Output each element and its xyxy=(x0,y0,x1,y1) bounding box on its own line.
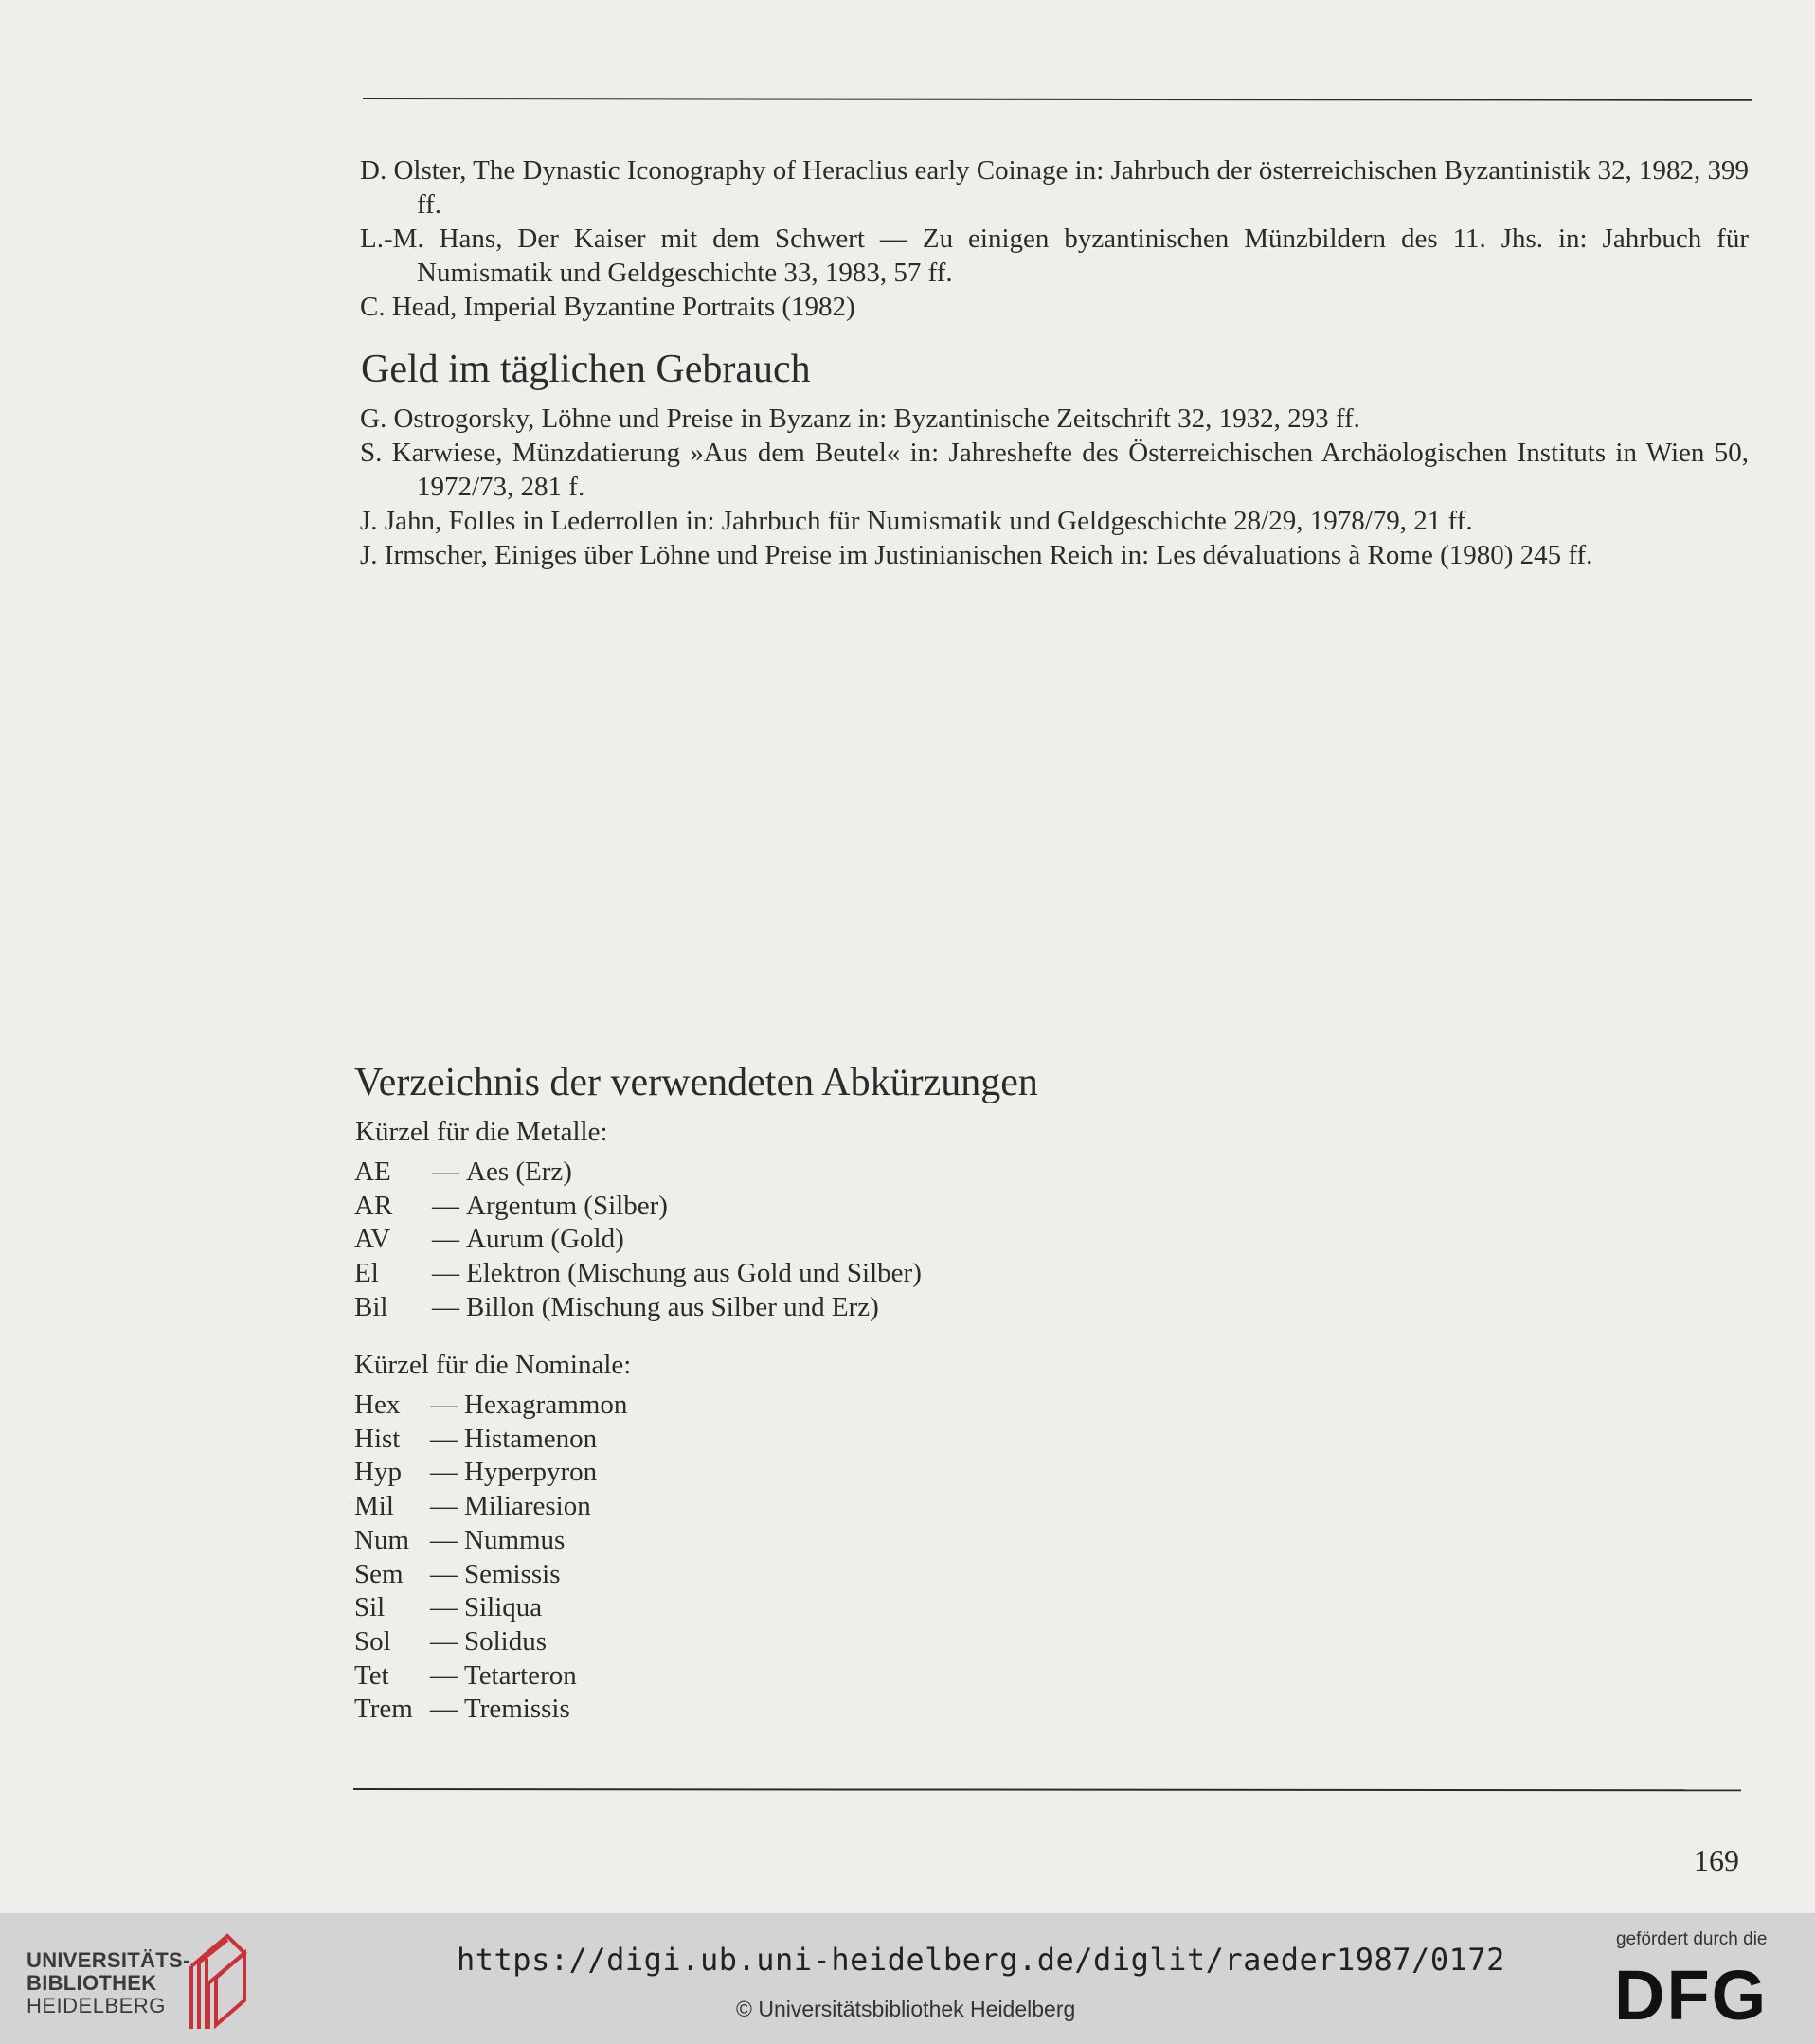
dfg-logo[interactable]: DFG xyxy=(1614,1956,1769,2035)
logo-line: UNIVERSITÄTS- xyxy=(27,1948,190,1972)
abbreviation-meaning: Hexagrammon xyxy=(464,1390,628,1420)
abbreviation-code: Hist xyxy=(354,1423,401,1454)
abbreviation-code: Sem xyxy=(354,1558,404,1589)
top-rule xyxy=(363,98,1752,101)
abbreviation-dash: — xyxy=(430,1390,458,1420)
abbreviation-row xyxy=(354,1524,627,1558)
abbreviation-code: AV xyxy=(354,1224,391,1255)
abbreviation-dash: — xyxy=(432,1190,459,1221)
abbreviation-dash: — xyxy=(430,1694,458,1725)
permalink-url[interactable]: https://digi.ub.uni-heidelberg.de/diglit/raeder1987/0172 xyxy=(457,1942,1505,1978)
university-library-logo[interactable] xyxy=(27,1949,190,2017)
abbreviation-code: Trem xyxy=(354,1694,413,1725)
library-emblem-icon xyxy=(186,1930,252,2039)
abbreviation-dash: — xyxy=(430,1457,458,1488)
abbreviation-code: Sol xyxy=(354,1625,391,1657)
abbreviation-row xyxy=(354,1625,627,1659)
abbreviation-row xyxy=(354,1223,922,1257)
abbreviation-row xyxy=(354,1558,627,1592)
reference-list-geld xyxy=(360,402,1749,572)
abbreviation-code: Sil xyxy=(354,1592,386,1623)
nominals-label: Kürzel für die Nominale: xyxy=(354,1350,632,1380)
abbreviation-dash: — xyxy=(430,1592,458,1623)
abbreviation-meaning: Histamenon xyxy=(464,1423,598,1454)
abbreviation-row xyxy=(354,1257,922,1291)
abbreviation-code: El xyxy=(354,1258,379,1289)
abbreviation-meaning: Miliaresion xyxy=(464,1491,591,1522)
abbreviation-dash: — xyxy=(430,1491,458,1522)
metals-label: Kürzel für die Metalle: xyxy=(355,1117,608,1147)
reference-entry: J. Irmscher, Einiges über Löhne und Preise im Justinianischen Reich in: Les dévaluations à Rome (1980) 245 ff. xyxy=(360,540,1593,570)
logo-line: BIBLIOTHEK xyxy=(27,1971,157,1995)
abbreviation-meaning: Argentum (Silber) xyxy=(466,1190,668,1221)
reference-entry: S. Karwiese, Münzdatierung »Aus dem Beutel« in: Jahreshefte des Österreichischen Archäologischen Instituts in Wien 50, 1972/73, 281 f. xyxy=(360,438,1749,502)
abbreviation-meaning: Aes (Erz) xyxy=(466,1156,572,1187)
abbreviation-meaning: Semissis xyxy=(464,1558,561,1589)
abbreviation-meaning: Tetarteron xyxy=(464,1659,577,1691)
abbreviation-row xyxy=(354,1693,627,1727)
page-number: 169 xyxy=(1694,1843,1739,1877)
abbreviation-meaning: Aurum (Gold) xyxy=(466,1224,624,1255)
abbreviation-code: AR xyxy=(354,1190,393,1221)
abbreviation-meaning: Tremissis xyxy=(464,1694,570,1725)
abbreviation-row xyxy=(354,1456,627,1490)
abbreviation-dash: — xyxy=(432,1224,459,1255)
reference-entry: C. Head, Imperial Byzantine Portraits (1982) xyxy=(360,292,855,322)
copyright-notice: © Universitätsbibliothek Heidelberg xyxy=(736,1997,1076,2021)
abbreviation-row xyxy=(354,1190,922,1224)
abbreviation-code: AE xyxy=(354,1156,391,1187)
section-heading-abbreviations: Verzeichnis der verwendeten Abkürzungen xyxy=(354,1061,1038,1104)
abbreviation-dash: — xyxy=(430,1524,458,1555)
reference-entry: J. Jahn, Folles in Lederrollen in: Jahrbuch für Numismatik und Geldgeschichte 28/29, 1978/79, 21 ff. xyxy=(360,506,1473,536)
abbreviation-row xyxy=(354,1659,627,1694)
abbreviation-dash: — xyxy=(430,1625,458,1657)
reference-entry: G. Ostrogorsky, Löhne und Preise in Byzanz in: Byzantinische Zeitschrift 32, 1932, 293 ff. xyxy=(360,403,1360,434)
abbreviation-code: Mil xyxy=(354,1491,394,1522)
abbreviation-row xyxy=(354,1490,627,1524)
abbreviation-code: Hyp xyxy=(354,1457,402,1488)
abbreviation-row xyxy=(354,1291,922,1325)
abbreviation-code: Tet xyxy=(354,1659,389,1691)
abbreviation-dash: — xyxy=(430,1659,458,1691)
section-heading-geld: Geld im täglichen Gebrauch xyxy=(361,348,811,391)
nominals-abbreviation-list xyxy=(354,1389,627,1727)
reference-list-dynastic xyxy=(360,153,1749,324)
abbreviation-meaning: Hyperpyron xyxy=(464,1457,598,1488)
abbreviation-code: Bil xyxy=(354,1291,388,1322)
abbreviation-dash: — xyxy=(430,1423,458,1454)
abbreviation-meaning: Elektron (Mischung aus Gold und Silber) xyxy=(466,1258,922,1289)
abbreviation-meaning: Billon (Mischung aus Silber und Erz) xyxy=(466,1291,879,1322)
reference-entry: D. Olster, The Dynastic Iconography of Heraclius early Coinage in: Jahrbuch der österreichischen Byzantinistik 32, 1982, 399 ff. xyxy=(360,155,1749,220)
abbreviation-dash: — xyxy=(432,1258,459,1289)
abbreviation-row xyxy=(354,1423,627,1457)
abbreviation-code: Num xyxy=(354,1524,409,1555)
logo-line: HEIDELBERG xyxy=(27,1994,166,2017)
viewer-footer xyxy=(0,1913,1815,2044)
reference-entry: L.-M. Hans, Der Kaiser mit dem Schwert — Zu einigen byzantinischen Münzbildern des 11. Jhs. in: Jahrbuch für Numismatik und Geldgeschichte 33, 1983, 57 ff. xyxy=(360,224,1749,288)
abbreviation-dash: — xyxy=(432,1291,459,1322)
abbreviation-meaning: Siliqua xyxy=(464,1592,543,1623)
bottom-rule xyxy=(353,1788,1741,1791)
abbreviation-dash: — xyxy=(432,1156,459,1187)
abbreviation-row xyxy=(354,1591,627,1625)
metals-abbreviation-list xyxy=(354,1156,922,1325)
abbreviation-code: Hex xyxy=(354,1390,401,1420)
abbreviation-row xyxy=(354,1389,627,1423)
abbreviation-row xyxy=(354,1156,922,1190)
funding-note: gefördert durch die xyxy=(1616,1929,1768,1949)
abbreviation-meaning: Solidus xyxy=(464,1625,548,1657)
abbreviation-dash: — xyxy=(430,1558,458,1589)
abbreviation-meaning: Nummus xyxy=(464,1524,566,1555)
